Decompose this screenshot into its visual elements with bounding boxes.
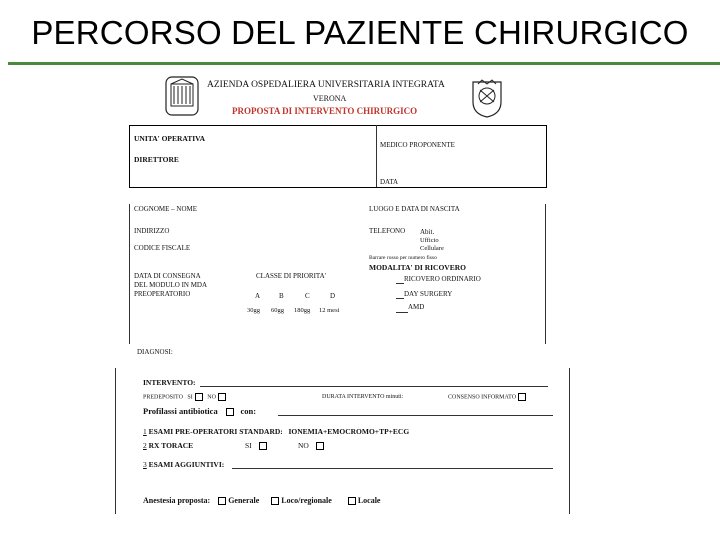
section-patient-right-border bbox=[545, 204, 546, 344]
admission-mode-label: MODALITA' DI RICOVERO bbox=[369, 263, 466, 272]
phone-home-label: Abit. bbox=[420, 228, 435, 236]
doctor-label: MEDICO PROPONENTE bbox=[380, 141, 455, 149]
priority-d: D bbox=[330, 292, 336, 300]
director-label: DIRETTORE bbox=[134, 155, 179, 164]
rx-number: 2 bbox=[143, 441, 147, 450]
admission-ordinary: RICOVERO ORDINARIO bbox=[404, 275, 481, 283]
antibiotic-line bbox=[278, 415, 553, 416]
phone-note: Barrare rosso per numero fisso bbox=[369, 255, 437, 261]
phone-office-label: Ufficio bbox=[420, 237, 439, 244]
consent-checkbox[interactable] bbox=[518, 393, 526, 401]
anesthesia-general-label: Generale bbox=[228, 496, 260, 505]
delivery-date-line1: DATA DI CONSEGNA bbox=[134, 272, 201, 280]
priority-a: A bbox=[255, 292, 261, 300]
rx-yes-checkbox[interactable] bbox=[259, 442, 267, 450]
admission-day-surgery: DAY SURGERY bbox=[404, 290, 453, 298]
exams-standard-label: ESAMI PRE-OPERATORI STANDARD: bbox=[148, 427, 283, 436]
unit-label: UNITA' OPERATIVA bbox=[134, 134, 206, 143]
exams-standard-number: 1 bbox=[143, 427, 147, 436]
anesthesia-general-checkbox[interactable] bbox=[218, 497, 226, 505]
rx-yes-label: SI bbox=[245, 441, 252, 450]
left-seal-icon bbox=[165, 76, 199, 116]
priority-c-days: 180gg bbox=[294, 307, 311, 314]
delivery-date-line2: DEL MODULO IN MDA bbox=[134, 281, 208, 289]
section-intervention-left-border bbox=[115, 368, 116, 514]
preoperative-no-label: NO bbox=[207, 394, 216, 401]
rx-no-label: NO bbox=[298, 441, 309, 450]
phone-label: TELEFONO bbox=[369, 227, 406, 235]
admission-ordinary-line bbox=[396, 283, 404, 284]
rx-yes-row bbox=[245, 441, 267, 450]
date-label: DATA bbox=[380, 178, 399, 186]
preoperative-yes-checkbox[interactable] bbox=[195, 393, 203, 401]
priority-a-days: 30gg bbox=[247, 307, 260, 314]
title-rule bbox=[8, 62, 720, 65]
exams-standard-row bbox=[143, 427, 409, 436]
consent-label: CONSENSO INFORMATO bbox=[448, 394, 517, 401]
anesthesia-loco-label: Loco/regionale bbox=[281, 496, 332, 505]
extra-exams-label: ESAMI AGGIUNTIVI: bbox=[148, 460, 225, 469]
birth-label: LUOGO E DATA DI NASCITA bbox=[369, 205, 460, 213]
diagnosis-label: DIAGNOSI: bbox=[137, 348, 173, 356]
rx-row bbox=[143, 441, 193, 450]
admission-amd: AMD bbox=[408, 303, 425, 311]
exams-standard-list: IONEMIA+EMOCROMO+TP+ECG bbox=[288, 427, 410, 436]
admission-day-surgery-line bbox=[396, 298, 404, 299]
surname-name-label: COGNOME – NOME bbox=[134, 205, 197, 213]
phone-mobile-label: Cellulare bbox=[420, 245, 444, 252]
preoperative-label: PREDEPOSITO bbox=[143, 394, 183, 401]
extra-exams-line bbox=[232, 468, 553, 469]
anesthesia-local-label: Locale bbox=[357, 496, 381, 505]
anesthesia-label: Anestesia proposta: bbox=[143, 496, 211, 505]
priority-d-days: 12 mesi bbox=[319, 307, 340, 314]
antibiotic-label: Profilassi antibiotica bbox=[143, 406, 218, 416]
preoperative-yes-label: SI bbox=[187, 394, 193, 401]
intervention-label: INTERVENTO: bbox=[143, 378, 196, 387]
rx-no-checkbox[interactable] bbox=[316, 442, 324, 450]
anesthesia-row bbox=[143, 496, 380, 505]
antibiotic-row bbox=[143, 406, 256, 416]
extra-exams-row bbox=[143, 460, 224, 469]
anesthesia-local-checkbox[interactable] bbox=[348, 497, 356, 505]
preoperative-no-checkbox[interactable] bbox=[218, 393, 226, 401]
section-patient-left-border bbox=[129, 204, 130, 344]
right-seal-icon bbox=[470, 78, 504, 118]
delivery-date-line3: PREOPERATORIO bbox=[134, 290, 191, 298]
address-label: INDIRIZZO bbox=[134, 227, 170, 235]
priority-c: C bbox=[305, 292, 310, 300]
antibiotic-with-label: con: bbox=[240, 406, 257, 416]
section-unit-divider bbox=[376, 125, 377, 187]
preoperative-row bbox=[143, 393, 226, 401]
section-intervention-right-border bbox=[569, 368, 570, 514]
extra-exams-number: 3 bbox=[143, 460, 147, 469]
anesthesia-loco-checkbox[interactable] bbox=[271, 497, 279, 505]
form-title: PROPOSTA DI INTERVENTO CHIRURGICO bbox=[232, 106, 418, 116]
priority-b: B bbox=[279, 292, 284, 300]
tax-code-label: CODICE FISCALE bbox=[134, 244, 191, 252]
org-city: VERONA bbox=[313, 94, 347, 103]
consent-row bbox=[448, 393, 526, 401]
admission-amd-line bbox=[396, 312, 408, 313]
antibiotic-checkbox[interactable] bbox=[226, 408, 234, 416]
rx-label: RX TORACE bbox=[148, 441, 194, 450]
priority-b-days: 60gg bbox=[271, 307, 284, 314]
org-name: AZIENDA OSPEDALIERA UNIVERSITARIA INTEGRATA bbox=[207, 80, 445, 90]
intervention-line bbox=[200, 386, 548, 387]
duration-label: DURATA INTERVENTO minuti: bbox=[322, 394, 404, 400]
rx-no-row bbox=[298, 441, 324, 450]
slide-title: PERCORSO DEL PAZIENTE CHIRURGICO bbox=[31, 14, 689, 51]
priority-class-label: CLASSE DI PRIORITA' bbox=[256, 272, 326, 280]
